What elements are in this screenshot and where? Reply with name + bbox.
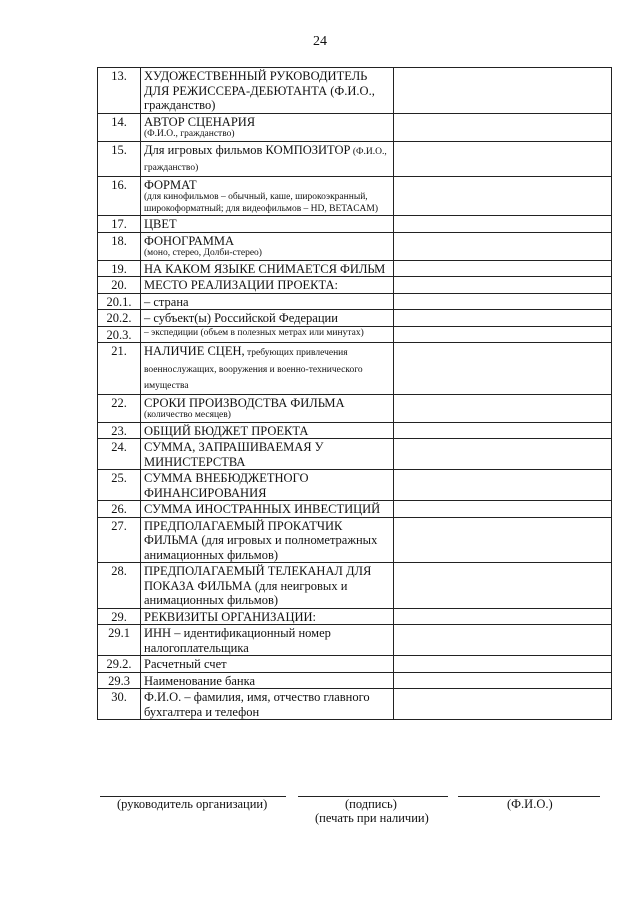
value-field[interactable]: [394, 394, 612, 422]
table-row: [98, 176, 612, 216]
row-label: СУММА, ЗАПРАШИВАЕМАЯ У МИНИСТЕРСТВА: [144, 440, 324, 469]
value-field[interactable]: [394, 260, 612, 277]
row-number: 15.: [98, 141, 141, 176]
value-field[interactable]: [394, 470, 612, 501]
value-field[interactable]: [394, 439, 612, 470]
value-field[interactable]: [394, 625, 612, 656]
table-row: [98, 439, 612, 470]
row-label-note: требующих привлечения военнослужащих, вооружения и военно-технического имущества: [144, 348, 363, 391]
row-number: 20.: [98, 277, 141, 294]
row-label-cell: [141, 141, 394, 176]
table-row: [98, 672, 612, 689]
table-row: [98, 68, 612, 114]
application-form-table: [97, 67, 612, 720]
row-label: – страна: [144, 294, 189, 309]
table-row: [98, 343, 612, 395]
row-label-cell: [141, 216, 394, 233]
value-field[interactable]: [394, 563, 612, 609]
table-row: [98, 625, 612, 656]
table-row: [98, 563, 612, 609]
row-label-cell: [141, 326, 394, 343]
table-row: [98, 326, 612, 343]
table-row: [98, 689, 612, 720]
row-label: ПРЕДПОЛАГАЕМЫЙ ТЕЛЕКАНАЛ ДЛЯ ПОКАЗА ФИЛЬМА (для неигровых и анимационных фильмов): [144, 564, 372, 607]
table-row: [98, 394, 612, 422]
table-row: [98, 656, 612, 673]
row-label: АВТОР СЦЕНАРИЯ: [144, 114, 256, 129]
row-label-note: (количество месяцев): [144, 410, 231, 420]
table-row: [98, 260, 612, 277]
row-label: СУММА ИНОСТРАННЫХ ИНВЕСТИЦИЙ: [144, 502, 381, 516]
value-field[interactable]: [394, 277, 612, 294]
row-label-cell: [141, 343, 394, 395]
row-number: 20.3.: [98, 326, 141, 343]
row-label-cell: [141, 260, 394, 277]
row-label-cell: [141, 310, 394, 327]
row-number: 29.2.: [98, 656, 141, 673]
row-label-cell: [141, 113, 394, 141]
row-number: 26.: [98, 501, 141, 518]
row-label-cell: [141, 656, 394, 673]
row-label-cell: [141, 232, 394, 260]
value-field[interactable]: [394, 141, 612, 176]
stamp-caption: (печать при наличии): [315, 811, 429, 825]
table-row: [98, 517, 612, 563]
head-caption: (руководитель организации): [117, 797, 268, 811]
table-row: [98, 232, 612, 260]
table-row: [98, 216, 612, 233]
row-number: 18.: [98, 232, 141, 260]
value-field[interactable]: [394, 310, 612, 327]
table-row: [98, 293, 612, 310]
row-number: 21.: [98, 343, 141, 395]
row-label: ХУДОЖЕСТВЕННЫЙ РУКОВОДИТЕЛЬ ДЛЯ РЕЖИССЕРА-ДЕБЮТАНТА (Ф.И.О., гражданство): [144, 69, 375, 112]
value-field[interactable]: [394, 216, 612, 233]
row-label-cell: [141, 501, 394, 518]
row-number: 25.: [98, 470, 141, 501]
value-field[interactable]: [394, 176, 612, 216]
row-label: Для игровых фильмов КОМПОЗИТОР: [144, 142, 351, 157]
row-label-cell: [141, 422, 394, 439]
row-number: 24.: [98, 439, 141, 470]
table-row: [98, 141, 612, 176]
row-label-note: – экспедиции (объем в полезных метрах или минутах): [144, 327, 364, 338]
row-label-cell: [141, 689, 394, 720]
row-label: – субъект(ы) Российской Федерации: [144, 311, 338, 325]
value-field[interactable]: [394, 343, 612, 395]
page-number: 24: [313, 34, 327, 49]
row-label: НА КАКОМ ЯЗЫКЕ СНИМАЕТСЯ ФИЛЬМ: [144, 261, 386, 276]
value-field[interactable]: [394, 326, 612, 343]
row-label-cell: [141, 470, 394, 501]
row-label: ПРЕДПОЛАГАЕМЫЙ ПРОКАТЧИК ФИЛЬМА (для игровых и полнометражных анимационных фильмов): [144, 518, 378, 562]
row-number: 17.: [98, 216, 141, 233]
value-field[interactable]: [394, 656, 612, 673]
row-number: 13.: [98, 68, 141, 114]
row-number: 22.: [98, 394, 141, 422]
row-label: Расчетный счет: [144, 657, 227, 671]
row-number: 14.: [98, 113, 141, 141]
row-number: 30.: [98, 689, 141, 720]
row-label: СРОКИ ПРОИЗВОДСТВА ФИЛЬМА: [144, 395, 345, 410]
value-field[interactable]: [394, 501, 612, 518]
row-number: 29.1: [98, 625, 141, 656]
row-label: Наименование банка: [144, 673, 256, 688]
table-row: [98, 277, 612, 294]
row-label-note: (Ф.И.О., гражданство): [144, 129, 235, 139]
row-label: МЕСТО РЕАЛИЗАЦИИ ПРОЕКТА:: [144, 278, 338, 292]
table-row: [98, 113, 612, 141]
value-field[interactable]: [394, 672, 612, 689]
row-label-cell: [141, 293, 394, 310]
row-number: 19.: [98, 260, 141, 277]
value-field[interactable]: [394, 68, 612, 114]
row-label-note: (моно, стерео, Долби-стерео): [144, 248, 262, 258]
row-label: ИНН – идентификационный номер налогоплательщика: [144, 626, 331, 655]
row-number: 16.: [98, 176, 141, 216]
value-field[interactable]: [394, 232, 612, 260]
row-number: 27.: [98, 517, 141, 563]
row-label: ФОНОГРАММА: [144, 233, 234, 248]
row-label: РЕКВИЗИТЫ ОРГАНИЗАЦИИ:: [144, 609, 317, 624]
row-number: 29.3: [98, 672, 141, 689]
value-field[interactable]: [394, 689, 612, 720]
value-field[interactable]: [394, 113, 612, 141]
row-label-note: (для кинофильмов – обычный, каше, широкоэкранный, широкоформатный; для видеофильмов – HD, BETACAM): [144, 192, 378, 214]
row-label-cell: [141, 394, 394, 422]
table-row: [98, 608, 612, 625]
row-number: 28.: [98, 563, 141, 609]
row-label-cell: [141, 517, 394, 563]
row-label-note: (Ф.И.О., гражданство): [144, 146, 387, 173]
value-field[interactable]: [394, 422, 612, 439]
row-number: 23.: [98, 422, 141, 439]
row-label: ОБЩИЙ БЮДЖЕТ ПРОЕКТА: [144, 423, 309, 438]
row-label: НАЛИЧИЕ СЦЕН,: [144, 344, 245, 358]
row-label: СУММА ВНЕБЮДЖЕТНОГО ФИНАНСИРОВАНИЯ: [144, 471, 309, 500]
row-label: Ф.И.О. – фамилия, имя, отчество главного бухгалтера и телефон: [144, 690, 370, 719]
row-label-cell: [141, 672, 394, 689]
row-label-cell: [141, 176, 394, 216]
row-label-cell: [141, 68, 394, 114]
row-label-cell: [141, 563, 394, 609]
row-label: ФОРМАТ: [144, 177, 197, 192]
signature-caption: (подпись): [345, 797, 397, 811]
value-field[interactable]: [394, 517, 612, 563]
row-label: ЦВЕТ: [144, 217, 177, 231]
table-row: [98, 310, 612, 327]
row-label-cell: [141, 277, 394, 294]
row-label-cell: [141, 439, 394, 470]
row-number: 20.2.: [98, 310, 141, 327]
table-row: [98, 422, 612, 439]
table-row: [98, 470, 612, 501]
row-number: 29.: [98, 608, 141, 625]
row-number: 20.1.: [98, 293, 141, 310]
table-row: [98, 501, 612, 518]
row-label-cell: [141, 608, 394, 625]
value-field[interactable]: [394, 608, 612, 625]
value-field[interactable]: [394, 293, 612, 310]
name-caption: (Ф.И.О.): [507, 797, 553, 811]
row-label-cell: [141, 625, 394, 656]
